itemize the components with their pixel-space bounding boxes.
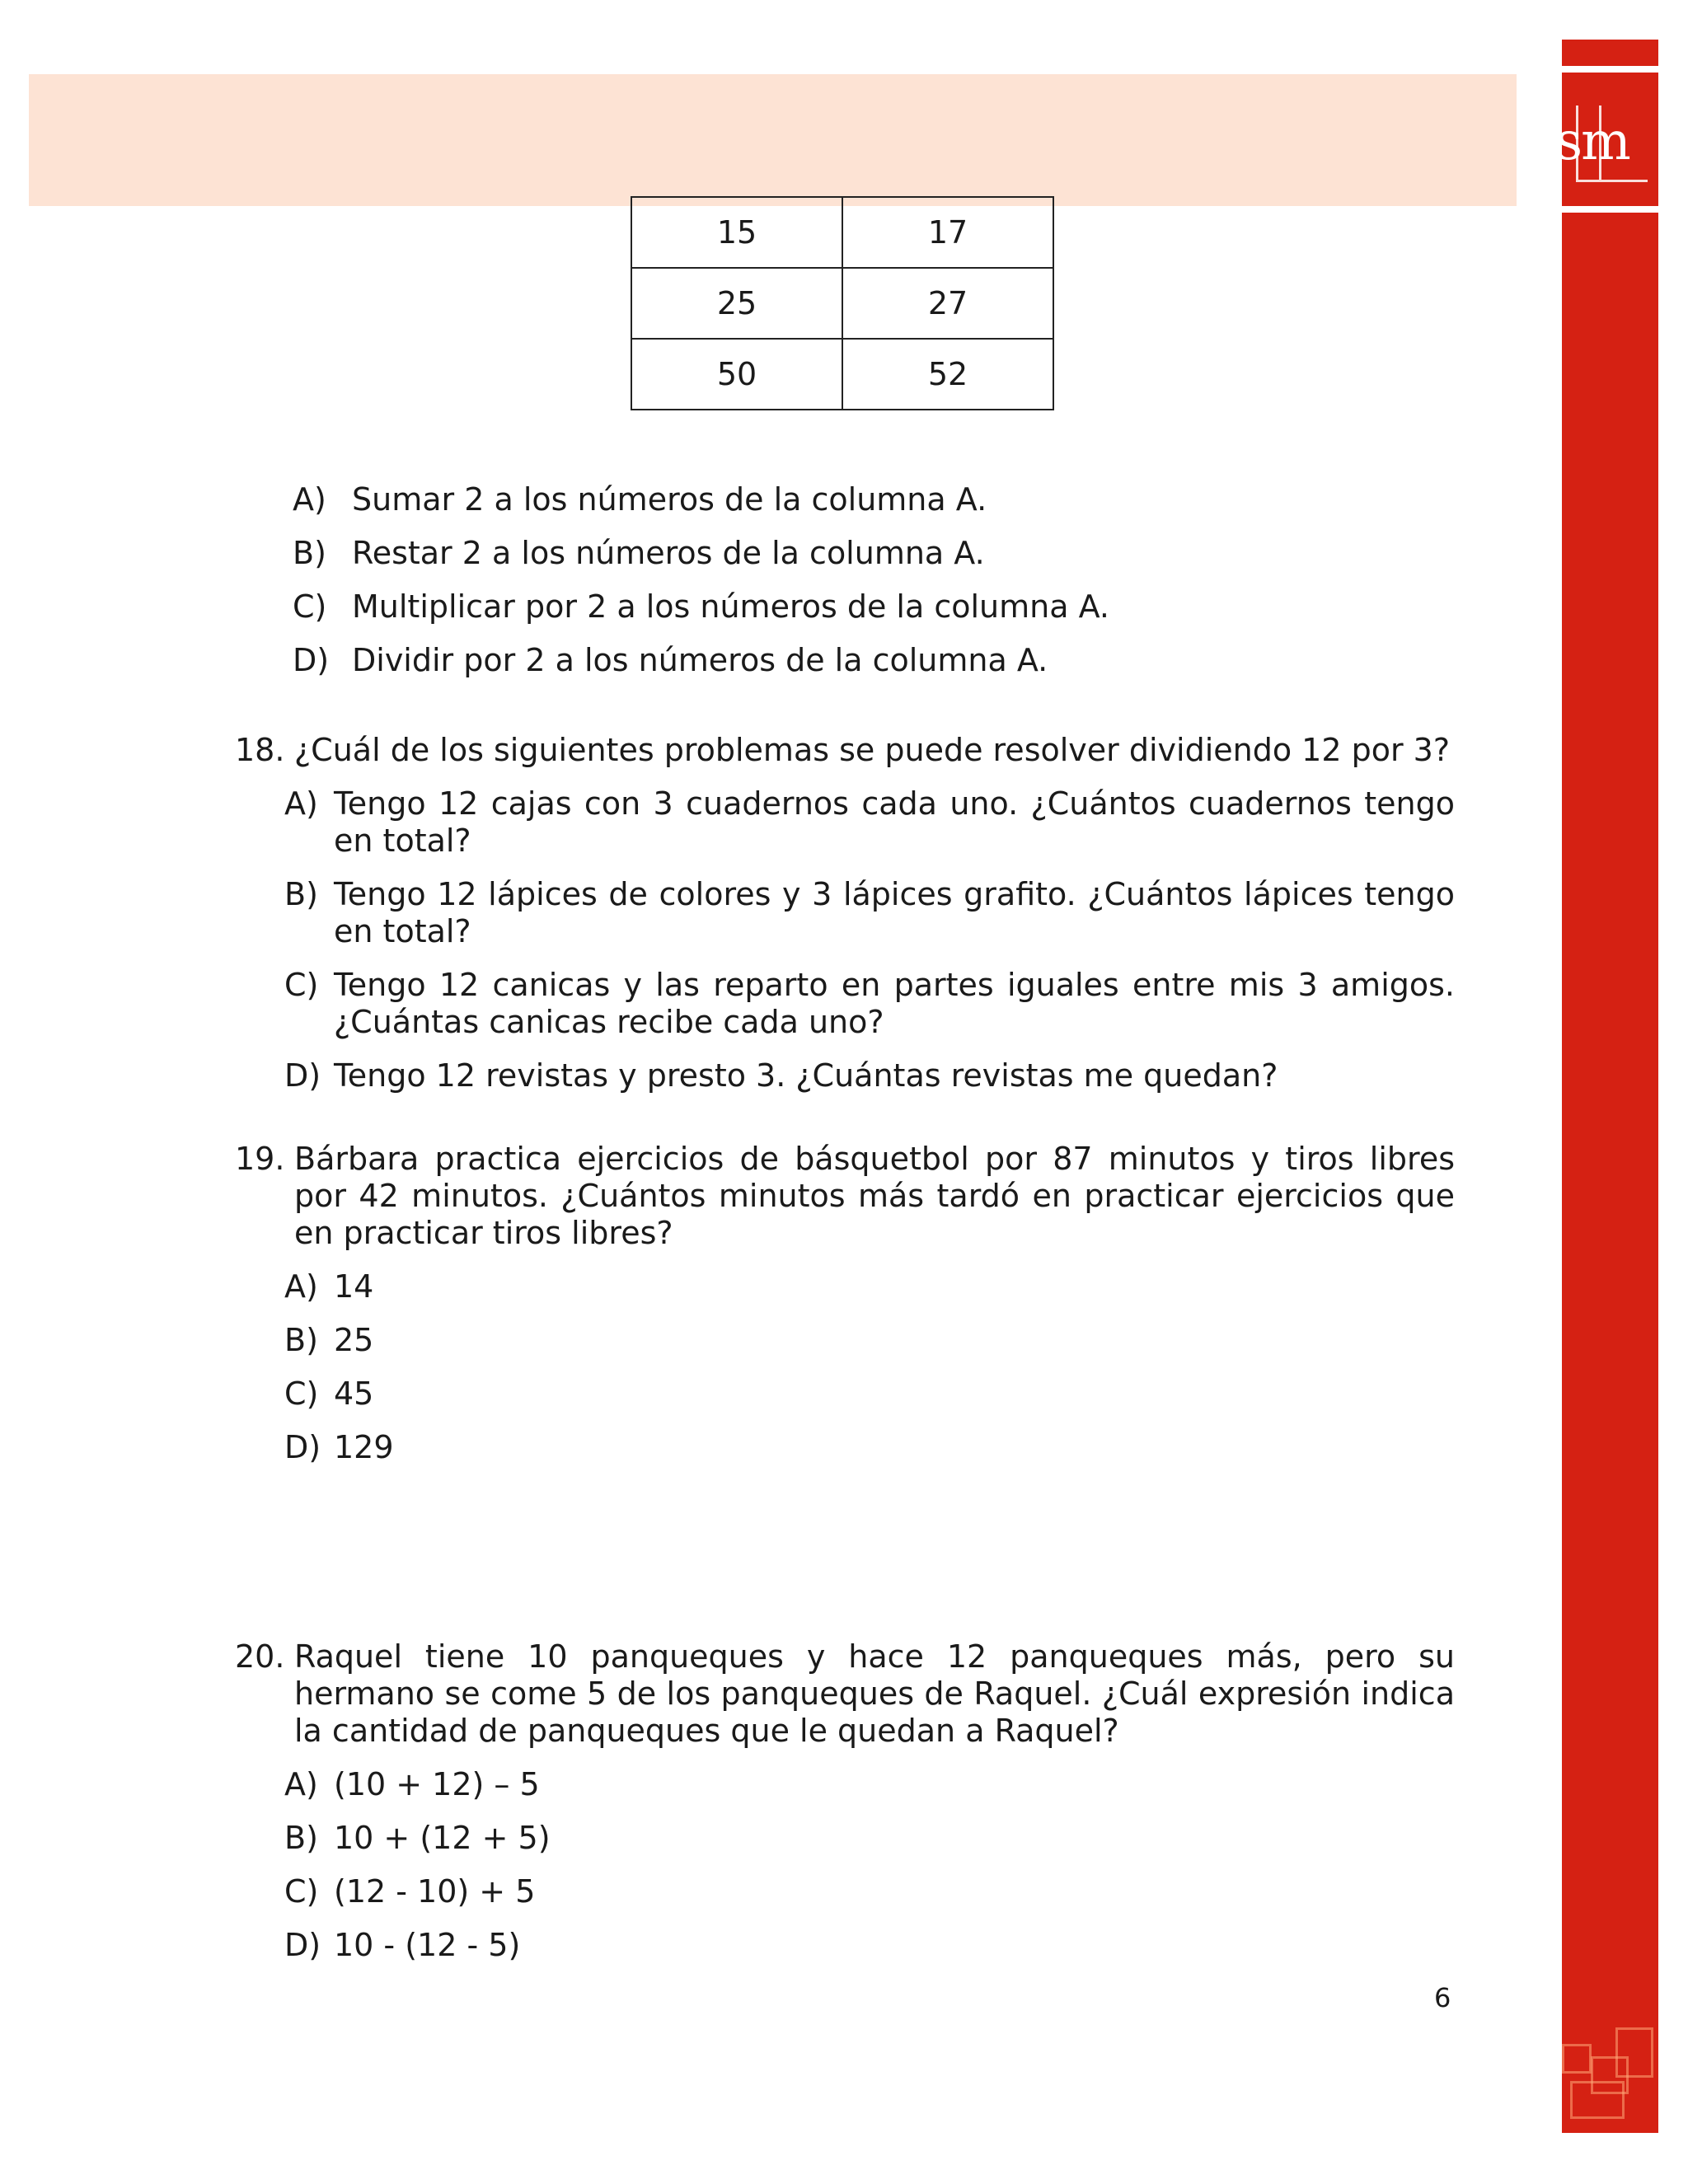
table-cell: 15 — [631, 197, 842, 268]
question-19 — [235, 1141, 1455, 1466]
option-text: Tengo 12 cajas con 3 cuadernos cada uno. ¿Cuántos cuadernos tengo en total? — [334, 785, 1455, 859]
option-label: C) — [293, 588, 327, 625]
option-text: Dividir por 2 a los números de la columna A. — [352, 642, 1048, 678]
option-label: B) — [293, 535, 326, 571]
table-row — [631, 339, 1053, 410]
option-text: Restar 2 a los números de la columna A. — [352, 535, 985, 571]
strip-divider — [1562, 206, 1658, 213]
option-label: D) — [284, 1057, 321, 1094]
table-cell: 25 — [631, 268, 842, 339]
table-row — [631, 268, 1053, 339]
number-table — [631, 196, 1054, 410]
strip-divider — [1562, 66, 1658, 73]
option — [284, 1376, 1455, 1413]
option-text: Tengo 12 lápices de colores y 3 lápices grafito. ¿Cuántos lápices tengo en total? — [334, 876, 1455, 949]
option-label: D) — [284, 1927, 321, 1963]
option-text: Tengo 12 canicas y las reparto en partes iguales entre mis 3 amigos. ¿Cuántas canicas recibe cada uno? — [334, 967, 1455, 1040]
option — [284, 1268, 1455, 1305]
option-text: Sumar 2 a los números de la columna A. — [352, 481, 987, 518]
side-strip — [1562, 40, 1658, 2133]
option-text: 25 — [334, 1322, 374, 1358]
question-stem: Bárbara practica ejercicios de básquetbol por 87 minutos y tiros libres por 42 minutos. ¿Cuántos minutos más tardó en practicar ejercicios que en practicar tiros libres? — [294, 1141, 1455, 1251]
option-label: A) — [284, 785, 318, 822]
option-label: A) — [293, 481, 326, 518]
option — [284, 1322, 1455, 1359]
table-row — [631, 197, 1053, 268]
option-label: B) — [284, 876, 318, 912]
option-text: 129 — [334, 1429, 394, 1465]
option-label: C) — [284, 1376, 319, 1412]
option — [284, 1057, 1455, 1094]
option — [293, 530, 1109, 583]
option — [284, 1429, 1455, 1466]
table-cell: 52 — [842, 339, 1053, 410]
option — [293, 637, 1109, 691]
option-text: (10 + 12) – 5 — [334, 1766, 540, 1802]
option-text: Multiplicar por 2 a los números de la columna A. — [352, 588, 1110, 625]
option-label: B) — [284, 1322, 318, 1358]
question-number: 18. — [235, 732, 285, 768]
option-label: C) — [284, 1873, 319, 1910]
decorative-square — [1570, 2081, 1625, 2119]
question-18 — [235, 732, 1455, 1094]
option-label: D) — [293, 642, 330, 678]
table-cell: 27 — [842, 268, 1053, 339]
question-20 — [235, 1638, 1455, 1964]
option-text: 14 — [334, 1268, 374, 1305]
page-number: 6 — [1434, 1982, 1451, 2013]
question-stem: Raquel tiene 10 panqueques y hace 12 panqueques más, pero su hermano se come 5 de los panqueques de Raquel. ¿Cuál expresión indica la cantidad de panqueques que le quedan a Raquel? — [294, 1638, 1455, 1749]
decorative-square — [1562, 2044, 1592, 2074]
table-cell: 50 — [631, 339, 842, 410]
option-label: A) — [284, 1268, 318, 1305]
option — [284, 785, 1455, 860]
option — [284, 967, 1455, 1041]
option-label: D) — [284, 1429, 321, 1465]
option-text: 45 — [334, 1376, 374, 1412]
option — [284, 1820, 1455, 1857]
option-label: A) — [284, 1766, 318, 1802]
header-band — [29, 74, 1517, 206]
option — [284, 1873, 1455, 1910]
option — [284, 1766, 1455, 1803]
option-label: B) — [284, 1820, 318, 1856]
option — [284, 876, 1455, 950]
option — [284, 1927, 1455, 1964]
option-text: (12 - 10) + 5 — [334, 1873, 536, 1910]
q17-options — [293, 476, 1109, 691]
option-text: 10 - (12 - 5) — [334, 1927, 521, 1963]
question-number: 19. — [235, 1141, 285, 1177]
decorative-square — [1615, 2027, 1653, 2078]
option-text: 10 + (12 + 5) — [334, 1820, 551, 1856]
question-stem: ¿Cuál de los siguientes problemas se puede resolver dividiendo 12 por 3? — [294, 732, 1451, 768]
option-text: Tengo 12 revistas y presto 3. ¿Cuántas revistas me quedan? — [334, 1057, 1278, 1094]
table-cell: 17 — [842, 197, 1053, 268]
option — [293, 476, 1109, 530]
publisher-logo: sm — [1555, 111, 1629, 172]
question-number: 20. — [235, 1638, 285, 1675]
option — [293, 583, 1109, 637]
option-label: C) — [284, 967, 319, 1003]
